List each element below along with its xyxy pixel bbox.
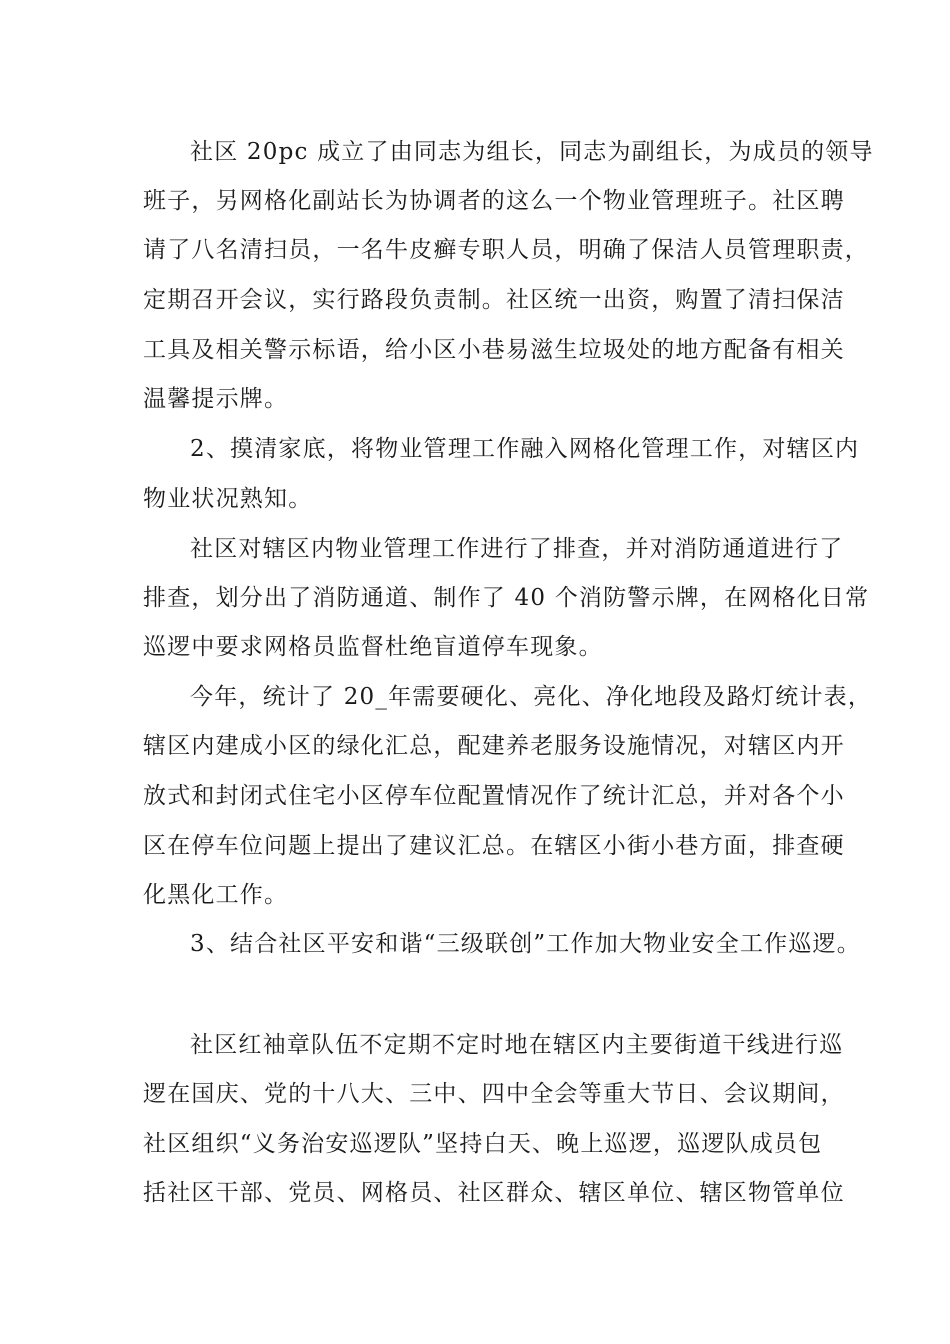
- paragraph-1-line-3: 请了八名清扫员，一名牛皮癣专职人员，明确了保洁人员管理职责，: [143, 237, 869, 263]
- paragraph-2-line-2: 物业状况熟知。: [143, 486, 313, 512]
- paragraph-1-line-6: 温馨提示牌。: [143, 386, 289, 412]
- paragraph-3-line-3: 巡逻中要求网格员监督杜绝盲道停车现象。: [143, 634, 603, 660]
- paragraph-6-line-3: 社区组织“义务治安巡逻队”坚持白天、晚上巡逻，巡逻队成员包: [143, 1131, 823, 1157]
- paragraph-6-line-4: 括社区干部、党员、网格员、社区群众、辖区单位、辖区物管单位: [143, 1180, 845, 1206]
- paragraph-2-line-1: 2、摸清家底，将物业管理工作融入网格化管理工作，对辖区内: [190, 436, 860, 462]
- paragraph-4-line-2: 辖区内建成小区的绿化汇总，配建养老服务设施情况，对辖区内开: [143, 733, 845, 759]
- paragraph-4-line-5: 化黑化工作。: [143, 882, 289, 908]
- paragraph-4-line-3: 放式和封闭式住宅小区停车位配置情况作了统计汇总，并对各个小: [143, 783, 845, 809]
- paragraph-1-line-5: 工具及相关警示标语，给小区小巷易滋生垃圾处的地方配备有相关: [143, 337, 845, 363]
- paragraph-6-line-1: 社区红袖章队伍不定期不定时地在辖区内主要街道干线进行巡: [190, 1032, 844, 1058]
- paragraph-1-line-4: 定期召开会议，实行路段负责制。社区统一出资，购置了清扫保洁: [143, 287, 845, 313]
- paragraph-6-line-2: 逻在国庆、党的十八大、三中、四中全会等重大节日、会议期间，: [143, 1081, 845, 1107]
- paragraph-4-line-4: 区在停车位问题上提出了建议汇总。在辖区小街小巷方面，排查硬: [143, 833, 845, 859]
- paragraph-5-line-1: 3、结合社区平安和谐“三级联创”工作加大物业安全工作巡逻。: [190, 931, 861, 957]
- paragraph-3-line-1: 社区对辖区内物业管理工作进行了排查，并对消防通道进行了: [190, 536, 844, 562]
- paragraph-4-line-1: 今年，统计了 20_年需要硬化、亮化、净化地段及路灯统计表，: [190, 684, 873, 710]
- paragraph-1-line-2: 班子，另网格化副站长为协调者的这么一个物业管理班子。社区聘: [143, 188, 845, 214]
- paragraph-3-line-2: 排查，划分出了消防通道、制作了 40 个消防警示牌，在网格化日常: [143, 585, 870, 611]
- paragraph-1-line-1: 社区 20pc 成立了由同志为组长，同志为副组长，为成员的领导: [190, 139, 874, 165]
